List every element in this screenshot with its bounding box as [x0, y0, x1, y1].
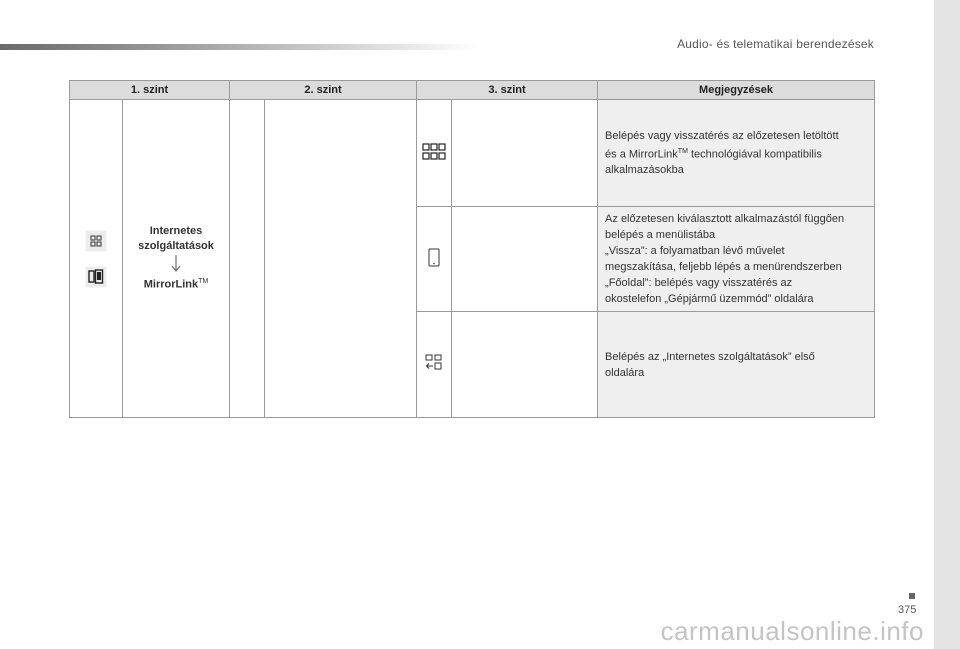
right-edge-strip [934, 0, 960, 649]
note-cell [598, 207, 875, 312]
column-header-level2: 2. szint [230, 81, 417, 100]
note-line: oldalára [605, 366, 645, 379]
note-line: megszakítása, feljebb lépés a menürendszerben [605, 261, 842, 273]
level1-label: Internetes szolgáltatások [138, 225, 214, 253]
menu-structure-table [69, 80, 875, 418]
note-line: belépés a menülistába [605, 229, 716, 241]
level3-label-cell [452, 100, 598, 207]
table-row [70, 100, 875, 207]
phone-screen-icon [85, 266, 107, 288]
level1-icon-cell [70, 100, 123, 418]
note-line: okostelefon „Gépjármű üzemmód” oldalára [605, 293, 814, 305]
header-gradient-bar [0, 44, 480, 50]
column-header-notes: Megjegyzések [598, 81, 875, 100]
note-cell [598, 100, 875, 207]
column-header-level1: 1. szint [70, 81, 230, 100]
note-line: „Főoldal”: belépés vagy visszatérés az [605, 277, 793, 289]
level3-label-cell [452, 207, 598, 312]
page-number: 375 [898, 604, 917, 616]
note-line: alkalmazásokba [605, 164, 684, 177]
trademark-mark: TM [677, 147, 688, 155]
level2-label-cell [265, 100, 417, 418]
level3-icon-cell [417, 207, 452, 312]
app-grid-icon [422, 143, 446, 161]
level1-label-cell [123, 100, 230, 418]
level2-icon-cell [230, 100, 265, 418]
note-line: Belépés az „Internetes szolgáltatások” első [605, 350, 815, 363]
note-line: és a MirrorLink™ technológiával kompatibilis [605, 147, 822, 161]
note-cell [598, 312, 875, 418]
note-line: „Vissza”: a folyamatban lévő művelet [605, 245, 785, 257]
note-line: Az előzetesen kiválasztott alkalmazástól függően [605, 213, 845, 225]
grid-return-icon [424, 354, 444, 372]
level3-icon-cell [417, 312, 452, 418]
table-header-row [70, 81, 875, 100]
note-line: Belépés vagy visszatérés az előzetesen letöltött [605, 129, 839, 142]
page-marker-dot [909, 593, 915, 599]
column-header-level3: 3. szint [417, 81, 598, 100]
arrow-down-icon [170, 255, 182, 273]
smartphone-icon [427, 248, 441, 268]
page-header-title: Audio- és telematikai berendezések [677, 37, 874, 51]
level3-icon-cell [417, 100, 452, 207]
grid-small-icon [85, 230, 107, 252]
level3-label-cell [452, 312, 598, 418]
watermark-text: carmanualsonline.info [660, 616, 924, 646]
trademark-mark: TM [198, 278, 209, 286]
level1-sub-label: MirrorLink™ [143, 278, 209, 291]
